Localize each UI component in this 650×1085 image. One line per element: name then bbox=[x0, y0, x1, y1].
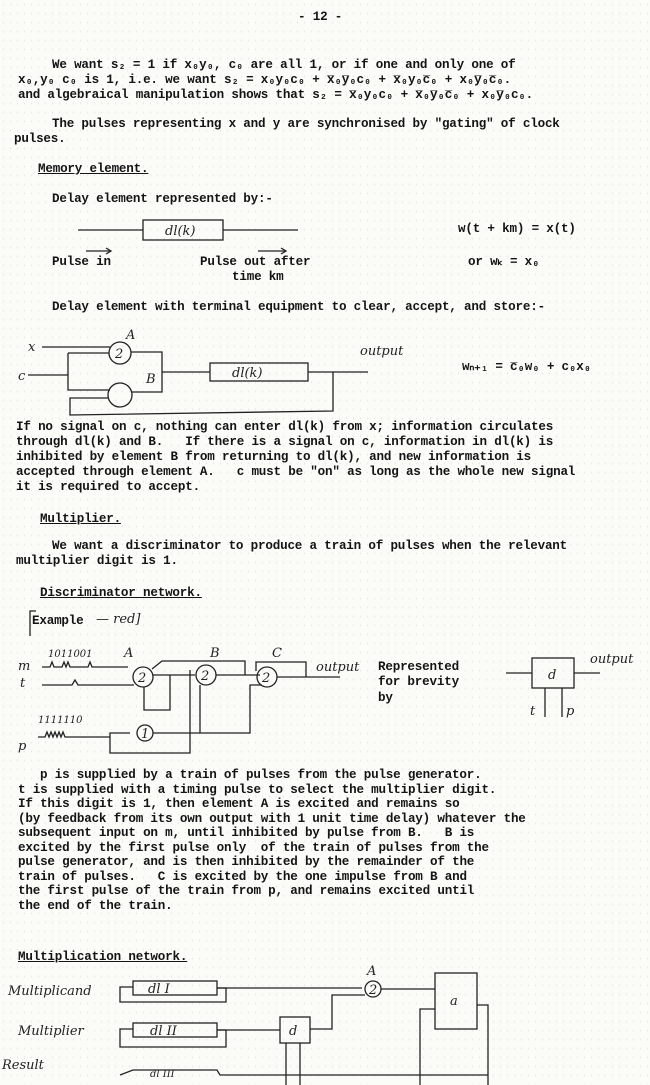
discriminator-para-line: t is supplied with a timing pulse to select the multiplier digit. bbox=[18, 782, 497, 797]
multiplication-diagram bbox=[0, 965, 650, 1085]
gate-A-threshold: 2 bbox=[138, 671, 147, 686]
pulse-out-label-2: time km bbox=[232, 270, 284, 284]
discriminator-para-line: the first pulse of the train from p, and remains excited until bbox=[18, 884, 475, 898]
represented-line: Represented bbox=[378, 660, 459, 674]
label-m: m bbox=[18, 659, 31, 674]
discriminator-para-line: pulse generator, and is then inhibited by the remainder of the bbox=[18, 855, 475, 869]
discriminator-para-line: (by feedback from its own output with 1 unit time delay) whatever the bbox=[18, 811, 526, 826]
d-output-label: output bbox=[590, 652, 634, 667]
dl1-label: dl I bbox=[148, 982, 170, 997]
m-bit-pattern: 1011001 bbox=[48, 649, 93, 660]
discriminator-para-line: excited by the first pulse only of the train of pulses from the bbox=[18, 840, 489, 855]
discriminator-para-line: the end of the train. bbox=[18, 898, 173, 913]
memory-para-line: through dl(k) and B. If there is a signal on c, information in dl(k) is bbox=[16, 435, 554, 449]
eq-w-x: w(t + km) = x(t) bbox=[458, 222, 576, 236]
label-output: output bbox=[360, 344, 404, 359]
discriminator-diagram bbox=[0, 645, 650, 765]
example-bracket bbox=[0, 608, 650, 638]
label-A: A bbox=[367, 964, 377, 979]
multiplicand-label: Multiplicand bbox=[8, 984, 92, 999]
d-t-label: t bbox=[530, 704, 536, 719]
label-p: p bbox=[18, 739, 27, 754]
label-A: A bbox=[126, 328, 136, 343]
result-label: Result bbox=[2, 1058, 44, 1073]
label-x: x bbox=[28, 340, 36, 355]
label-C: C bbox=[272, 646, 282, 661]
gate-B-threshold: 2 bbox=[201, 669, 210, 684]
gate-1-threshold: 1 bbox=[141, 727, 150, 742]
pulse-in-label: Pulse in bbox=[52, 255, 111, 269]
discriminator-para-line: p is supplied by a train of pulses from the pulse generator. bbox=[40, 768, 482, 782]
discriminator-para-line: train of pulses. C is excited by the one impulse from B and bbox=[18, 869, 467, 884]
delay-box-label: dl(k) bbox=[165, 224, 196, 239]
gate-A-threshold: 2 bbox=[115, 347, 124, 362]
para1-line: We want s₂ = 1 if x₀y₀, c₀ are all 1, or if one and only one of bbox=[52, 58, 516, 72]
memory-para-line: it is required to accept. bbox=[16, 480, 200, 494]
d-box-label: d bbox=[548, 668, 557, 683]
label-output: output bbox=[316, 660, 360, 675]
dl3-label: dl III bbox=[150, 1069, 175, 1080]
para2-line: The pulses representing x and y are synchronised by "gating" of clock bbox=[52, 117, 560, 131]
label-B: B bbox=[210, 646, 220, 661]
example-note: — red] bbox=[96, 612, 141, 627]
gate-C-threshold: 2 bbox=[262, 671, 271, 686]
multiplier-para-line: multiplier digit is 1. bbox=[16, 554, 178, 568]
dl2-label: dl II bbox=[150, 1024, 177, 1039]
multiplier-para-line: We want a discriminator to produce a train of pulses when the relevant bbox=[52, 539, 568, 553]
pulse-out-label: Pulse out after bbox=[200, 255, 311, 269]
represented-line: for brevity bbox=[378, 675, 459, 689]
label-A: A bbox=[124, 646, 134, 661]
delay-intro: Delay element represented by:- bbox=[52, 192, 273, 206]
a-box-label: a bbox=[450, 994, 458, 1009]
multiplication-heading: Multiplication network. bbox=[18, 950, 188, 964]
memory-heading: Memory element. bbox=[38, 162, 149, 176]
label-B: B bbox=[146, 372, 156, 387]
discriminator-para-line: subsequent input on m, until inhibited by pulse from B. B is bbox=[18, 826, 475, 840]
memory-box-label: dl(k) bbox=[232, 366, 263, 381]
terminal-intro: Delay element with terminal equipment to clear, accept, and store:- bbox=[52, 300, 545, 314]
page-number: - 12 - bbox=[298, 10, 343, 24]
memory-para-line: inhibited by element B from returning to dl(k), and new information is bbox=[16, 450, 532, 464]
para2-line: pulses. bbox=[14, 132, 66, 146]
discriminator-para-line: If this digit is 1, then element A is excited and remains so bbox=[18, 797, 460, 811]
multiplier-heading: Multiplier. bbox=[40, 512, 121, 526]
d-box-label: d bbox=[289, 1024, 298, 1039]
eq-wk: or wₖ = x₀ bbox=[468, 255, 540, 269]
label-t: t bbox=[20, 676, 26, 691]
memory-para-line: If no signal on c, nothing can enter dl(k) from x; information circulates bbox=[16, 420, 554, 434]
example-label: Example bbox=[32, 614, 84, 628]
d-p-label: p bbox=[566, 704, 575, 719]
gate-A-threshold: 2 bbox=[369, 983, 378, 998]
discriminator-heading: Discriminator network. bbox=[40, 586, 202, 600]
multiplier-label: Multiplier bbox=[18, 1024, 84, 1039]
eq-w-next: wₙ₊₁ = c̅₀w₀ + c₀x₀ bbox=[462, 360, 591, 374]
label-c: c bbox=[18, 369, 26, 384]
represented-line: by bbox=[378, 691, 393, 705]
para1-line: and algebraical manipulation shows that s₂ = x̅₀y₀c₀ + x̅₀y̅₀c̅₀ + x₀y̅₀c₀. bbox=[18, 88, 534, 102]
memory-para-line: accepted through element A. c must be "on" as long as the whole new signal bbox=[16, 465, 576, 479]
p-bit-pattern: 1111110 bbox=[38, 715, 83, 726]
para1-line: x₀,y₀ c₀ is 1, i.e. we want s₂ = x₀y₀c₀ + x̅₀y̅₀c₀ + x̅₀y₀c̅₀ + x₀y̅₀c̅₀. bbox=[18, 73, 511, 87]
